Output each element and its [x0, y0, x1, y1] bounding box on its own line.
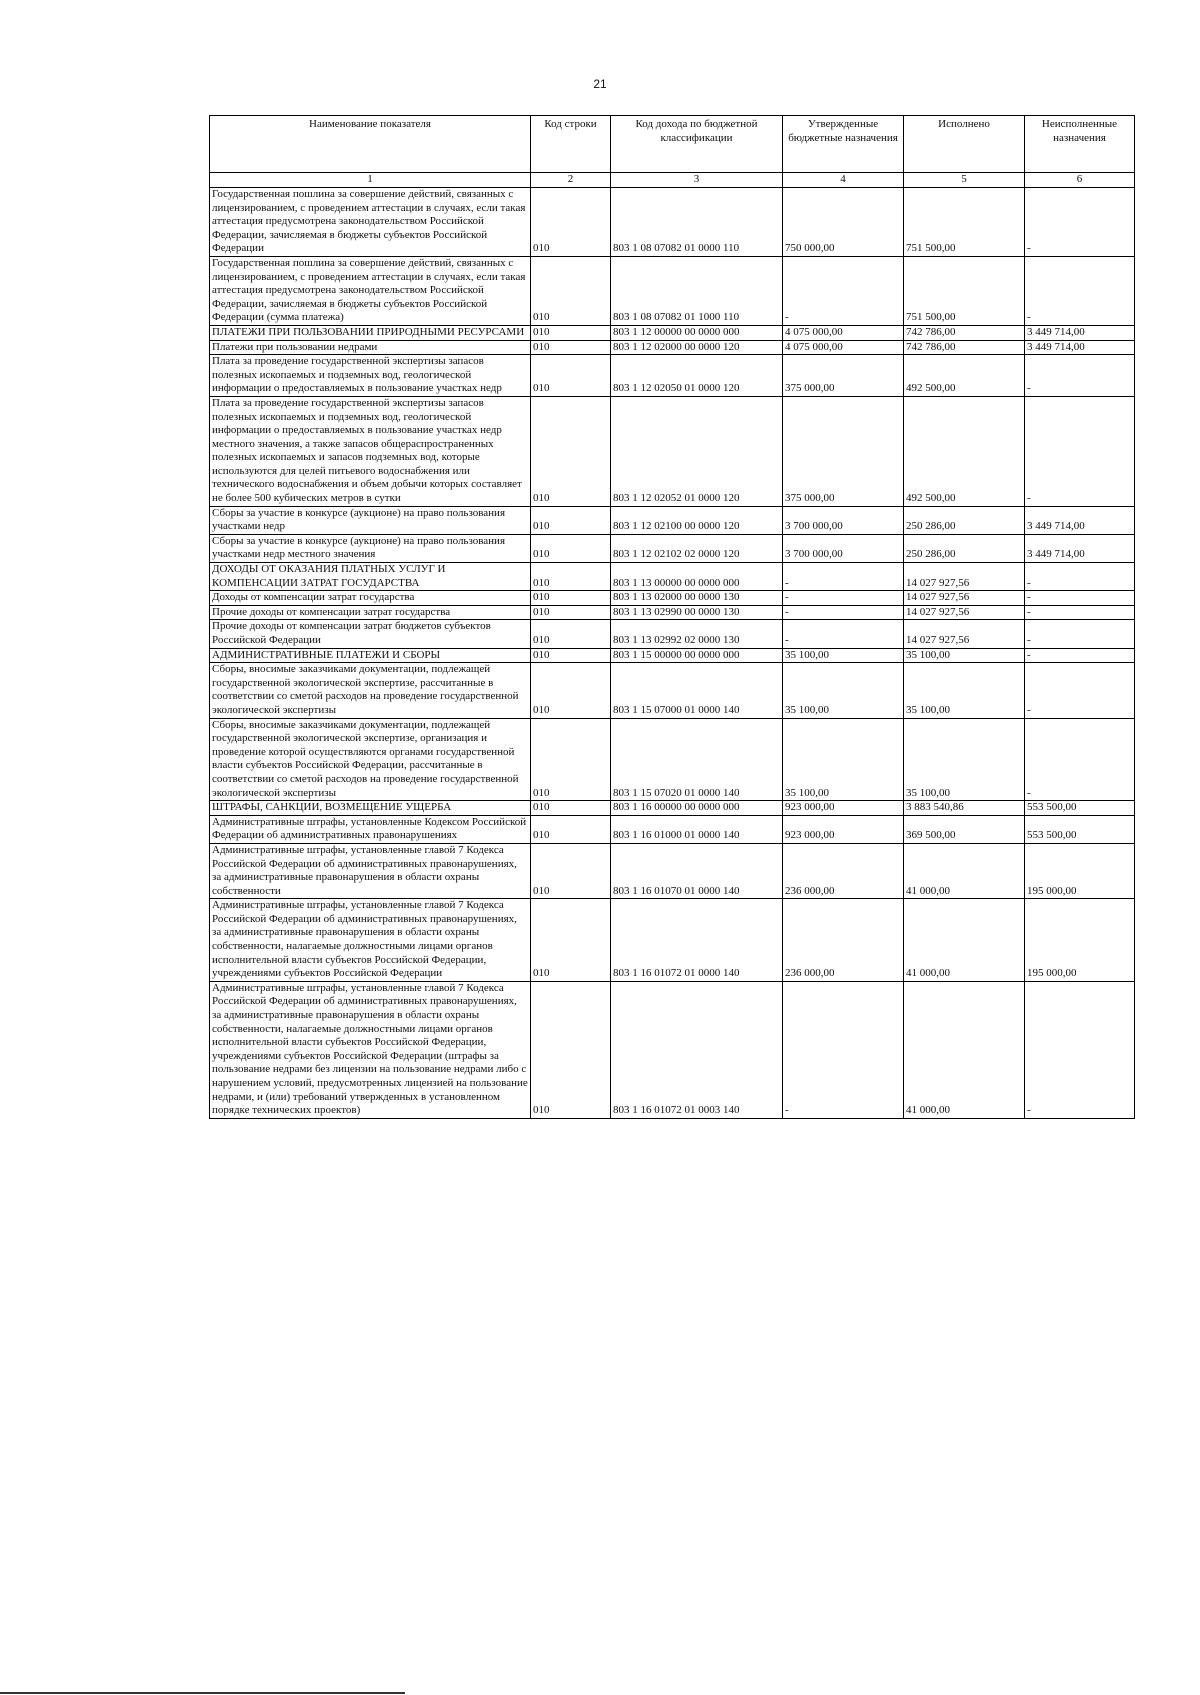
row-code-text: 010 [533, 829, 550, 842]
row-code-text: 010 [533, 520, 550, 533]
header-unexecuted: Неисполненные назначения [1025, 116, 1135, 173]
unexecuted-amount-text: 553 500,00 [1027, 801, 1077, 814]
row-code-text: 010 [533, 648, 550, 661]
table-row [210, 325, 1135, 340]
indicator-name-text: Административные штрафы, установленные Кодексом Российской Федерации об административных правонарушениях [212, 815, 527, 842]
income-code [611, 605, 783, 620]
indicator-name-text: Административные штрафы, установленные главой 7 Кодекса Российской Федерации об административных правонарушениях, за административные правонарушения в области охраны собственности [212, 843, 517, 897]
row-code [531, 563, 611, 591]
executed-amount [904, 843, 1025, 898]
indicator-name [210, 325, 531, 340]
unexecuted-amount-text: 3 449 714,00 [1027, 520, 1085, 533]
unexecuted-amount [1025, 663, 1135, 718]
approved-amount [783, 648, 904, 663]
unexecuted-amount [1025, 534, 1135, 562]
row-code [531, 899, 611, 982]
unexecuted-amount-text: - [1027, 703, 1031, 716]
approved-amount-text: - [785, 311, 789, 324]
approved-amount-text: 375 000,00 [785, 492, 835, 505]
indicator-name-text: Плата за проведение государственной экспертизы запасов полезных ископаемых и подземных вод, геологической информации о предоставляемых в пользование участках недр местного значения, а также запасов общераспространенных полезных ископаемых и запасов подземных вод, которые используются для целей питьевого водоснабжения или технического водоснабжения и объем добычи которых составляет не более 500 кубических метров в сутки [212, 396, 522, 505]
approved-amount-text: 375 000,00 [785, 382, 835, 395]
indicator-name-text: Платежи при пользовании недрами [212, 340, 378, 353]
table-row [210, 355, 1135, 397]
income-code-text: 803 1 13 02990 00 0000 130 [613, 605, 740, 618]
approved-amount [783, 534, 904, 562]
income-code-text: 803 1 13 02000 00 0000 130 [613, 591, 740, 604]
executed-amount-text: 742 786,00 [906, 325, 956, 338]
unexecuted-amount [1025, 815, 1135, 843]
approved-amount [783, 355, 904, 397]
executed-amount-text: 35 100,00 [906, 648, 950, 661]
indicator-name-text: Прочие доходы от компенсации затрат государства [212, 605, 451, 618]
unexecuted-amount [1025, 648, 1135, 663]
indicator-name-text: Государственная пошлина за совершение действий, связанных с лицензированием, с проведением аттестации в случаях, если такая аттестация предусмотрена законодательством Российской Федерации, зачисляемая в бюджеты субъектов Российской Федерации [212, 188, 526, 255]
unexecuted-amount-text: - [1027, 492, 1031, 505]
executed-amount-text: 751 500,00 [906, 311, 956, 324]
executed-amount-text: 250 286,00 [906, 520, 956, 533]
income-code-text: 803 1 16 00000 00 0000 000 [613, 801, 740, 814]
row-code-text: 010 [533, 382, 550, 395]
executed-amount [904, 815, 1025, 843]
indicator-name-text: Административные штрафы, установленные главой 7 Кодекса Российской Федерации об административных правонарушениях, за административные правонарушения в области охраны собственности, налагаемые должностными лицами органов исполнительной власти субъектов Российской Федерации, учреждениями субъектов Российской Федерации [212, 899, 517, 980]
executed-amount-text: 492 500,00 [906, 492, 956, 505]
indicator-name [210, 563, 531, 591]
income-code-text: 803 1 12 02050 01 0000 120 [613, 382, 740, 395]
column-number: 3 [611, 173, 783, 188]
income-code-text: 803 1 12 02102 02 0000 120 [613, 548, 740, 561]
executed-amount [904, 620, 1025, 648]
indicator-name-text: Сборы, вносимые заказчиками документации, подлежащей государственной экологической экспертизе, рассчитанные в соответствии со сметой расходов на проведение государственной экологической экспертизы [212, 663, 519, 716]
income-code-text: 803 1 13 00000 00 0000 000 [613, 576, 740, 589]
approved-amount [783, 325, 904, 340]
income-code [611, 355, 783, 397]
executed-amount [904, 256, 1025, 325]
executed-amount-text: 369 500,00 [906, 829, 956, 842]
row-code-text: 010 [533, 242, 550, 255]
income-code [611, 843, 783, 898]
row-code [531, 648, 611, 663]
executed-amount-text: 742 786,00 [906, 340, 956, 353]
unexecuted-amount-text: - [1027, 605, 1031, 618]
indicator-name-text: АДМИНИСТРАТИВНЫЕ ПЛАТЕЖИ И СБОРЫ [212, 648, 441, 661]
income-code [611, 396, 783, 506]
table-row [210, 506, 1135, 534]
row-code [531, 340, 611, 355]
row-code [531, 605, 611, 620]
income-code [611, 718, 783, 801]
row-code [531, 188, 611, 257]
income-code-text: 803 1 15 07000 01 0000 140 [613, 703, 740, 716]
row-code [531, 801, 611, 816]
row-code-text: 010 [533, 605, 550, 618]
income-code-text: 803 1 16 01072 01 0000 140 [613, 967, 740, 980]
executed-amount [904, 648, 1025, 663]
row-code-text: 010 [533, 1104, 550, 1117]
row-code [531, 355, 611, 397]
executed-amount [904, 355, 1025, 397]
approved-amount [783, 718, 904, 801]
indicator-name [210, 591, 531, 606]
approved-amount-text: 236 000,00 [785, 884, 835, 897]
budget-execution-table [209, 115, 1135, 1119]
approved-amount-text: - [785, 576, 789, 589]
executed-amount-text: 14 027 927,56 [906, 576, 970, 589]
unexecuted-amount [1025, 801, 1135, 816]
unexecuted-amount-text: - [1027, 311, 1031, 324]
income-code-text: 803 1 16 01072 01 0003 140 [613, 1104, 740, 1117]
unexecuted-amount-text: - [1027, 634, 1031, 646]
indicator-name [210, 506, 531, 534]
table-row [210, 663, 1135, 718]
header-row-code: Код строки [531, 116, 611, 173]
table-row [210, 188, 1135, 257]
income-code [611, 591, 783, 606]
row-code [531, 325, 611, 340]
executed-amount [904, 718, 1025, 801]
column-number: 4 [783, 173, 904, 188]
table-row [210, 815, 1135, 843]
row-code-text: 010 [533, 786, 550, 799]
executed-amount [904, 325, 1025, 340]
approved-amount [783, 563, 904, 591]
approved-amount [783, 605, 904, 620]
indicator-name [210, 663, 531, 718]
indicator-name [210, 355, 531, 397]
unexecuted-amount-text: - [1027, 648, 1031, 661]
table-body [210, 188, 1135, 1119]
row-code-text: 010 [533, 884, 550, 897]
income-code [611, 648, 783, 663]
indicator-name-text: Сборы, вносимые заказчиками документации, подлежащей государственной экологической экспертизе, организация и проведение которой осуществляются органами государственной власти субъектов Российской Федерации, рассчитанные в соответствии со сметой расходов на проведение государственной экологической экспертизы [212, 718, 519, 799]
executed-amount-text: 35 100,00 [906, 786, 950, 799]
table-row [210, 591, 1135, 606]
executed-amount [904, 396, 1025, 506]
income-code [611, 663, 783, 718]
approved-amount [783, 815, 904, 843]
approved-amount-text: - [785, 591, 789, 604]
unexecuted-amount [1025, 188, 1135, 257]
indicator-name [210, 620, 531, 648]
unexecuted-amount [1025, 355, 1135, 397]
approved-amount [783, 899, 904, 982]
income-code [611, 801, 783, 816]
row-code-text: 010 [533, 591, 550, 604]
row-code-text: 010 [533, 967, 550, 980]
unexecuted-amount-text: - [1027, 382, 1031, 395]
indicator-name [210, 801, 531, 816]
income-code-text: 803 1 12 02100 00 0000 120 [613, 520, 740, 533]
approved-amount-text: 750 000,00 [785, 242, 835, 255]
executed-amount-text: 35 100,00 [906, 703, 950, 716]
approved-amount-text: 3 700 000,00 [785, 520, 843, 533]
income-code [611, 534, 783, 562]
indicator-name [210, 396, 531, 506]
unexecuted-amount [1025, 563, 1135, 591]
executed-amount [904, 591, 1025, 606]
table-row [210, 718, 1135, 801]
executed-amount-text: 250 286,00 [906, 548, 956, 561]
unexecuted-amount-text: 553 500,00 [1027, 829, 1077, 842]
indicator-name-text: Сборы за участие в конкурсе (аукционе) на право пользования участками недр местного значения [212, 534, 505, 561]
income-code-text: 803 1 12 02052 01 0000 120 [613, 492, 740, 505]
executed-amount [904, 899, 1025, 982]
indicator-name-text: Административные штрафы, установленные главой 7 Кодекса Российской Федерации об административных правонарушениях, за административные правонарушения в области охраны собственности, налагаемые должностными лицами органов исполнительной власти субъектов Российской Федерации, учреждениями субъектов Российской Федерации (штрафы за пользование недрами без лицензии на пользование недрами либо с нарушением условий, предусмотренных лицензией на пользование недрами, и (или) требований утвержденных в установленном порядке технических проектов) [212, 981, 528, 1117]
unexecuted-amount-text: - [1027, 591, 1031, 604]
executed-amount [904, 534, 1025, 562]
row-code [531, 620, 611, 648]
executed-amount-text: 492 500,00 [906, 382, 956, 395]
executed-amount-text: 14 027 927,56 [906, 591, 970, 604]
executed-amount-text: 751 500,00 [906, 242, 956, 255]
column-number: 1 [210, 173, 531, 188]
income-code [611, 188, 783, 257]
table-row [210, 396, 1135, 506]
unexecuted-amount [1025, 396, 1135, 506]
executed-amount-text: 3 883 540,86 [906, 801, 964, 814]
table-row [210, 534, 1135, 562]
approved-amount [783, 663, 904, 718]
row-code [531, 506, 611, 534]
indicator-name [210, 605, 531, 620]
income-code [611, 325, 783, 340]
row-code-text: 010 [533, 703, 550, 716]
header-name: Наименование показателя [210, 116, 531, 173]
executed-amount [904, 605, 1025, 620]
unexecuted-amount [1025, 591, 1135, 606]
unexecuted-amount-text: 3 449 714,00 [1027, 325, 1085, 338]
approved-amount [783, 396, 904, 506]
unexecuted-amount-text: - [1027, 576, 1031, 589]
approved-amount [783, 256, 904, 325]
executed-amount [904, 663, 1025, 718]
approved-amount [783, 981, 904, 1118]
row-code-text: 010 [533, 634, 550, 646]
approved-amount [783, 340, 904, 355]
table-row [210, 899, 1135, 982]
approved-amount [783, 188, 904, 257]
approved-amount-text: 4 075 000,00 [785, 325, 843, 338]
income-code [611, 563, 783, 591]
executed-amount-text: 41 000,00 [906, 884, 950, 897]
row-code [531, 843, 611, 898]
indicator-name-text: Доходы от компенсации затрат государства [212, 591, 415, 604]
column-number: 5 [904, 173, 1025, 188]
executed-amount [904, 563, 1025, 591]
unexecuted-amount-text: 195 000,00 [1027, 967, 1077, 980]
column-number: 6 [1025, 173, 1135, 188]
page-number: 21 [593, 77, 607, 91]
income-code-text: 803 1 15 00000 00 0000 000 [613, 648, 740, 661]
approved-amount-text: 35 100,00 [785, 703, 829, 716]
approved-amount-text: 236 000,00 [785, 967, 835, 980]
income-code-text: 803 1 08 07082 01 1000 110 [613, 311, 740, 324]
unexecuted-amount-text: - [1027, 786, 1031, 799]
unexecuted-amount [1025, 620, 1135, 648]
income-code [611, 815, 783, 843]
table-row [210, 843, 1135, 898]
indicator-name [210, 534, 531, 562]
unexecuted-amount [1025, 981, 1135, 1118]
executed-amount-text: 14 027 927,56 [906, 634, 970, 646]
approved-amount-text: 35 100,00 [785, 786, 829, 799]
income-code [611, 256, 783, 325]
row-code [531, 256, 611, 325]
header-income-code: Код дохода по бюджетной классификации [611, 116, 783, 173]
approved-amount-text: - [785, 605, 789, 618]
unexecuted-amount [1025, 605, 1135, 620]
executed-amount-text: 41 000,00 [906, 967, 950, 980]
approved-amount-text: 35 100,00 [785, 648, 829, 661]
approved-amount [783, 801, 904, 816]
executed-amount-text: 41 000,00 [906, 1104, 950, 1117]
row-code-text: 010 [533, 492, 550, 505]
row-code [531, 396, 611, 506]
income-code-text: 803 1 13 02992 02 0000 130 [613, 634, 740, 646]
income-code [611, 620, 783, 648]
indicator-name-text: ШТРАФЫ, САНКЦИИ, ВОЗМЕЩЕНИЕ УЩЕРБА [212, 801, 452, 814]
indicator-name [210, 718, 531, 801]
income-code-text: 803 1 15 07020 01 0000 140 [613, 786, 740, 799]
row-code [531, 718, 611, 801]
table-row [210, 648, 1135, 663]
unexecuted-amount-text: 195 000,00 [1027, 884, 1077, 897]
executed-amount [904, 801, 1025, 816]
approved-amount-text: 4 075 000,00 [785, 340, 843, 353]
indicator-name [210, 188, 531, 257]
header-executed: Исполнено [904, 116, 1025, 173]
row-code [531, 591, 611, 606]
income-code-text: 803 1 16 01000 01 0000 140 [613, 829, 740, 842]
row-code [531, 534, 611, 562]
income-code [611, 899, 783, 982]
approved-amount [783, 506, 904, 534]
approved-amount-text: 923 000,00 [785, 829, 835, 842]
indicator-name-text: ПЛАТЕЖИ ПРИ ПОЛЬЗОВАНИИ ПРИРОДНЫМИ РЕСУРСАМИ [212, 325, 525, 338]
executed-amount [904, 506, 1025, 534]
approved-amount [783, 591, 904, 606]
approved-amount [783, 620, 904, 648]
indicator-name [210, 340, 531, 355]
unexecuted-amount [1025, 340, 1135, 355]
row-code-text: 010 [533, 340, 550, 353]
bottom-rule [0, 1692, 405, 1694]
row-code-text: 010 [533, 325, 550, 338]
indicator-name [210, 256, 531, 325]
indicator-name [210, 815, 531, 843]
indicator-name [210, 648, 531, 663]
column-number: 2 [531, 173, 611, 188]
unexecuted-amount [1025, 325, 1135, 340]
indicator-name-text: Государственная пошлина за совершение действий, связанных с лицензированием, с проведением аттестации в случаях, если такая аттестация предусмотрена законодательством Российской Федерации, зачисляемая в бюджеты субъектов Российской Федерации (сумма платежа) [212, 256, 526, 324]
table-row [210, 801, 1135, 816]
approved-amount-text: - [785, 1104, 789, 1117]
unexecuted-amount [1025, 899, 1135, 982]
unexecuted-amount-text: - [1027, 242, 1031, 255]
row-code-text: 010 [533, 548, 550, 561]
executed-amount [904, 981, 1025, 1118]
indicator-name [210, 981, 531, 1118]
income-code [611, 981, 783, 1118]
table-row [210, 563, 1135, 591]
unexecuted-amount-text: - [1027, 1104, 1031, 1117]
income-code-text: 803 1 12 02000 00 0000 120 [613, 340, 740, 353]
indicator-name-text: Сборы за участие в конкурсе (аукционе) на право пользования участками недр [212, 506, 505, 533]
indicator-name-text: Прочие доходы от компенсации затрат бюджетов субъектов Российской Федерации [212, 620, 491, 646]
table-row [210, 340, 1135, 355]
unexecuted-amount [1025, 718, 1135, 801]
approved-amount [783, 843, 904, 898]
unexecuted-amount-text: 3 449 714,00 [1027, 548, 1085, 561]
approved-amount-text: 3 700 000,00 [785, 548, 843, 561]
approved-amount-text: - [785, 634, 789, 646]
unexecuted-amount [1025, 843, 1135, 898]
income-code [611, 340, 783, 355]
indicator-name-text: ДОХОДЫ ОТ ОКАЗАНИЯ ПЛАТНЫХ УСЛУГ И КОМПЕНСАЦИИ ЗАТРАТ ГОСУДАРСТВА [212, 563, 446, 589]
row-code-text: 010 [533, 801, 550, 814]
executed-amount [904, 188, 1025, 257]
column-number-row [210, 173, 1135, 188]
income-code-text: 803 1 08 07082 01 0000 110 [613, 242, 740, 255]
table-row [210, 981, 1135, 1118]
unexecuted-amount [1025, 256, 1135, 325]
income-code [611, 506, 783, 534]
income-code-text: 803 1 16 01070 01 0000 140 [613, 884, 740, 897]
header-row [210, 116, 1135, 173]
executed-amount [904, 340, 1025, 355]
row-code [531, 981, 611, 1118]
table-row [210, 620, 1135, 648]
unexecuted-amount [1025, 506, 1135, 534]
indicator-name-text: Плата за проведение государственной экспертизы запасов полезных ископаемых и подземных вод, геологической информации о предоставляемых в пользование участках недр [212, 355, 502, 395]
header-approved: Утвержденные бюджетные назначения [783, 116, 904, 173]
row-code-text: 010 [533, 311, 550, 324]
table-row [210, 605, 1135, 620]
income-code-text: 803 1 12 00000 00 0000 000 [613, 325, 740, 338]
executed-amount-text: 14 027 927,56 [906, 605, 970, 618]
table-row [210, 256, 1135, 325]
indicator-name [210, 899, 531, 982]
unexecuted-amount-text: 3 449 714,00 [1027, 340, 1085, 353]
row-code [531, 815, 611, 843]
row-code-text: 010 [533, 576, 550, 589]
approved-amount-text: 923 000,00 [785, 801, 835, 814]
indicator-name [210, 843, 531, 898]
row-code [531, 663, 611, 718]
